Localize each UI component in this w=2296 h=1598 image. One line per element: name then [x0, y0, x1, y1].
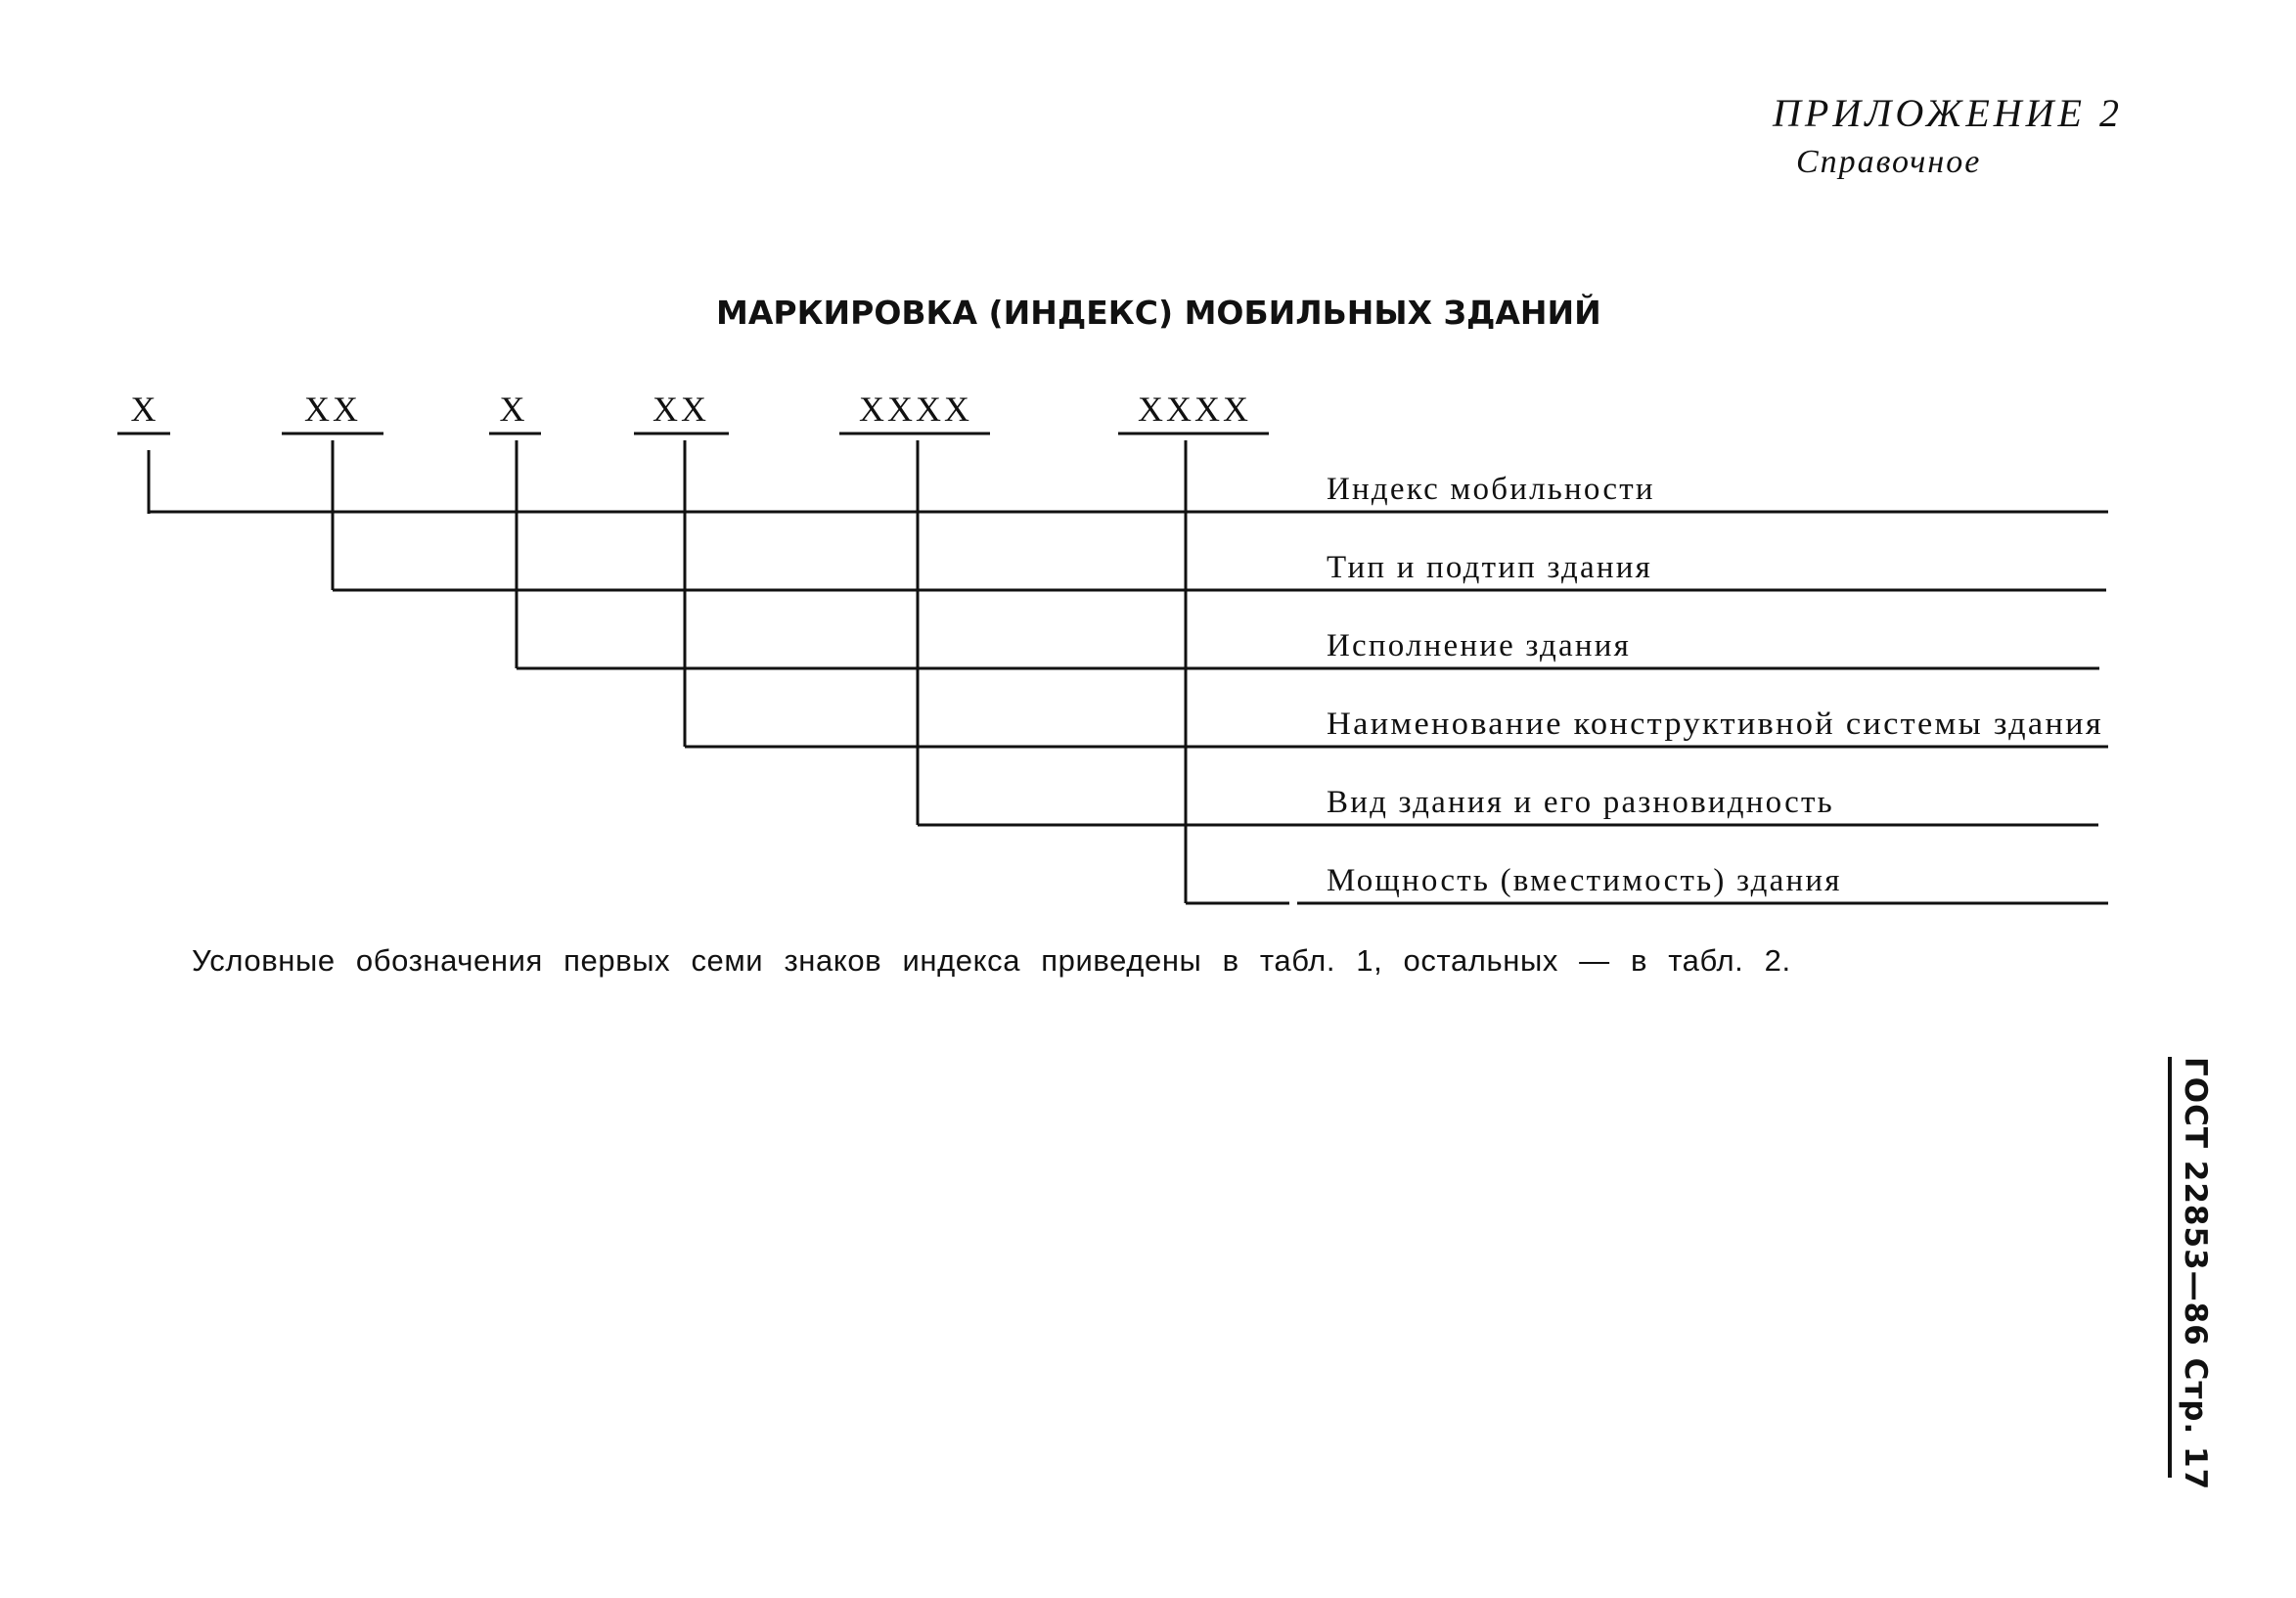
document-title: МАРКИРОВКА (ИНДЕКС) МОБИЛЬНЫХ ЗДАНИЙ	[716, 294, 1601, 332]
stamp-rule	[2168, 1057, 2172, 1478]
footnote: Условные обозначения первых семи знаков индекса приведены в табл. 1, остальных — в табл. 2.	[192, 943, 1791, 978]
index-labels	[1327, 472, 2103, 898]
index-label: Тип и подтип здания	[1327, 550, 1652, 585]
index-code: XX	[653, 389, 709, 429]
index-label: Вид здания и его разновидность	[1327, 785, 1834, 820]
index-label: Исполнение здания	[1327, 628, 1631, 663]
index-code: XX	[304, 389, 361, 429]
page-stamp	[2168, 1057, 2213, 1491]
index-code: X	[130, 389, 159, 429]
index-code: XXXX	[1138, 389, 1251, 429]
index-codes	[131, 389, 1252, 429]
appendix-title: ПРИЛОЖЕНИЕ 2	[1773, 91, 2123, 135]
vertical-connectors	[149, 440, 1186, 903]
index-code: X	[499, 389, 528, 429]
index-label: Индекс мобильности	[1327, 472, 1655, 507]
index-code: XXXX	[859, 389, 972, 429]
index-label: Наименование конструктивной системы здания	[1327, 707, 2103, 742]
index-label: Мощность (вместимость) здания	[1327, 863, 1842, 898]
stamp-text: ГОСТ 22853—86 Стр. 17	[2178, 1057, 2213, 1491]
appendix-subtitle: Справочное	[1796, 144, 1982, 180]
